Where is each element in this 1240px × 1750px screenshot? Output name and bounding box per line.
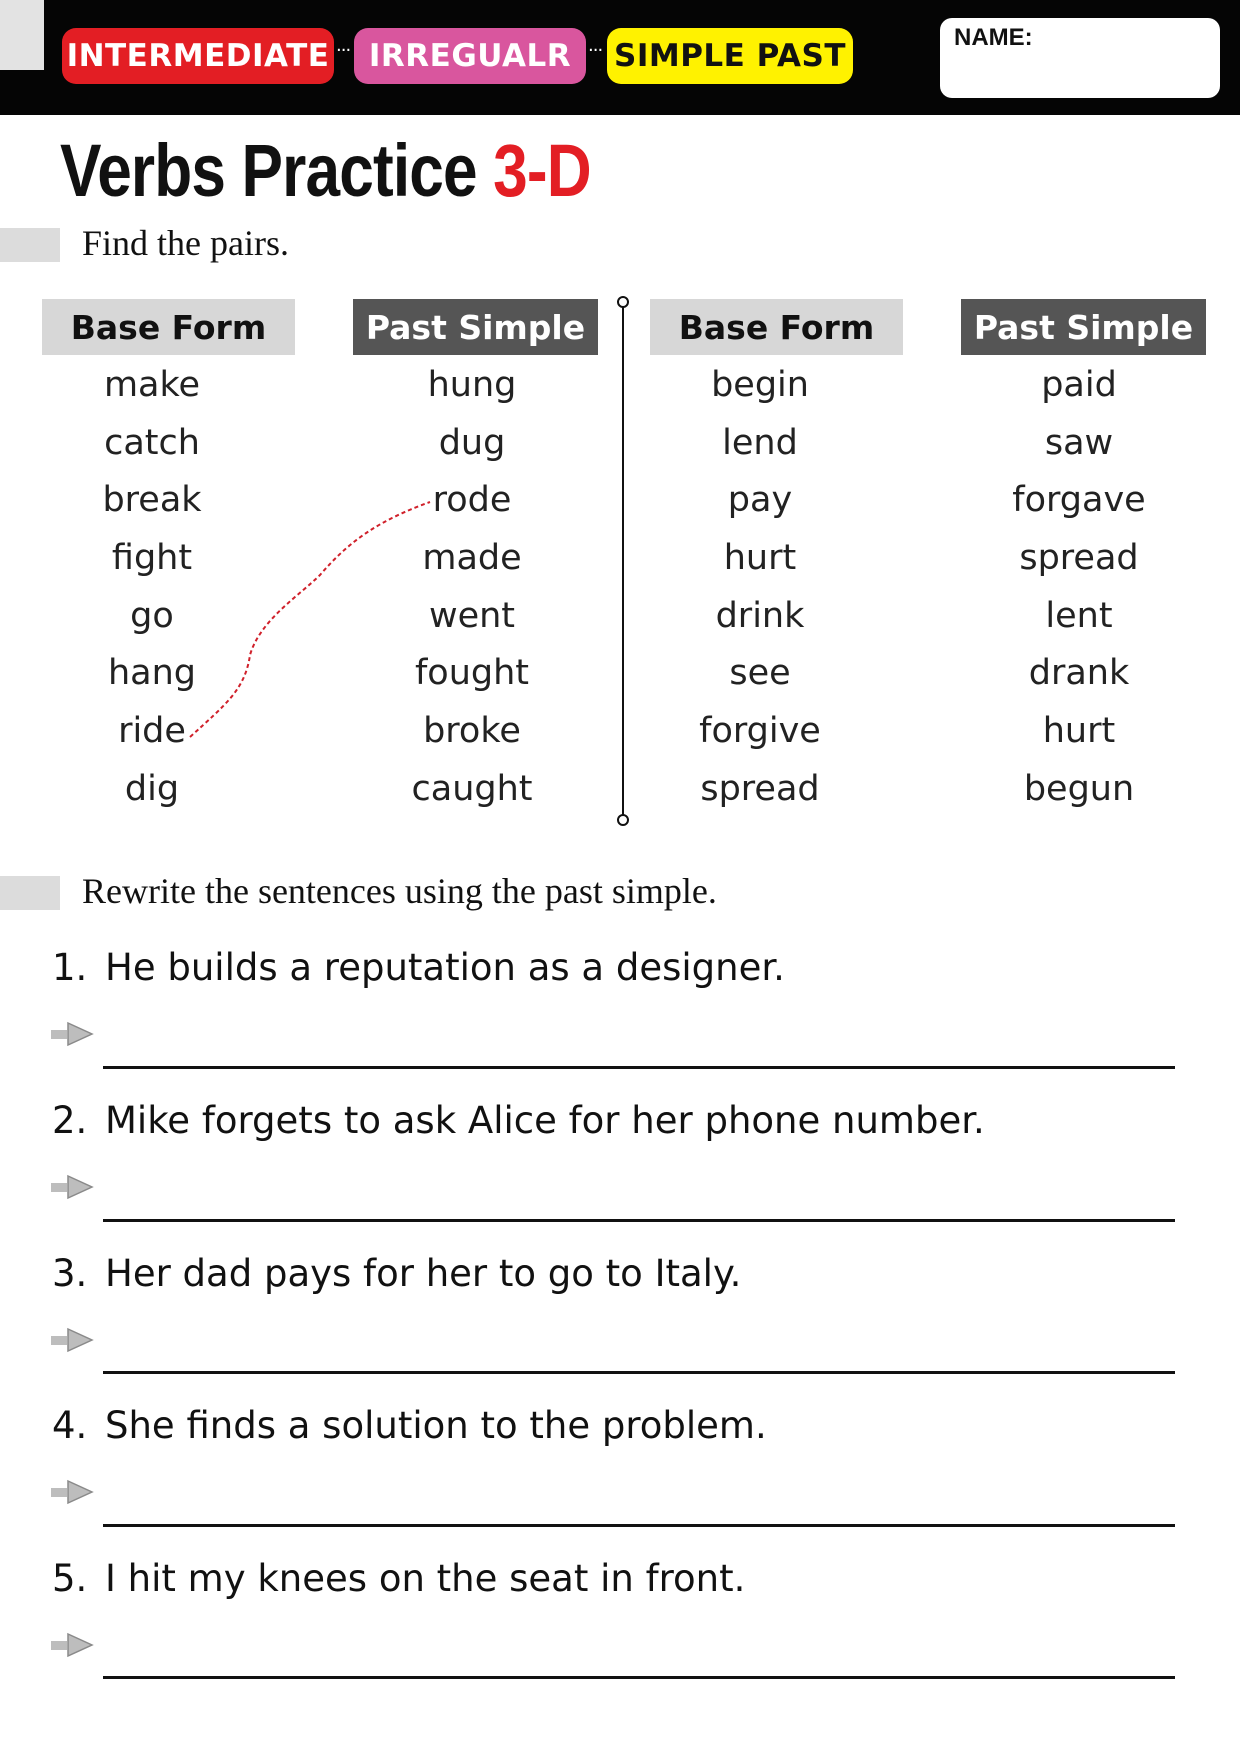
word-item[interactable]: hung: [427, 365, 517, 405]
left-base-header: Base Form: [42, 299, 295, 355]
tense-badge: SIMPLE PAST: [607, 28, 853, 84]
section2-instruction: Rewrite the sentences using the past simple.: [82, 871, 717, 911]
word-item[interactable]: lend: [722, 422, 798, 463]
word-item[interactable]: drink: [715, 595, 805, 636]
word-item[interactable]: hurt: [723, 538, 797, 579]
verb-type-badge: IRREGUALR: [354, 28, 586, 84]
section-marker: [0, 876, 60, 910]
question-text: I hit my knees on the seat in front.: [105, 1557, 746, 1600]
word-item[interactable]: pay: [727, 480, 793, 521]
question-text: He builds a reputation as a designer.: [105, 946, 785, 989]
word-item[interactable]: forgave: [1012, 480, 1146, 521]
badge-connector: ···: [336, 40, 351, 61]
word-item[interactable]: spread: [700, 768, 820, 809]
word-item[interactable]: broke: [423, 711, 521, 752]
word-item[interactable]: hurt: [1042, 711, 1116, 752]
word-item[interactable]: dug: [438, 422, 506, 463]
pencil-arrow-icon: [50, 1632, 94, 1658]
question-number: 5.: [52, 1557, 88, 1600]
name-label: NAME:: [954, 24, 1033, 51]
question-text: Mike forgets to ask Alice for her phone number.: [105, 1099, 985, 1142]
word-item[interactable]: catch: [104, 422, 200, 463]
word-item[interactable]: see: [729, 653, 791, 694]
pencil-arrow-icon: [50, 1479, 94, 1505]
word-item[interactable]: spread: [1019, 538, 1139, 579]
question-text: She finds a solution to the problem.: [105, 1404, 767, 1447]
left-past-header: Past Simple: [353, 299, 598, 355]
word-item[interactable]: caught: [411, 768, 533, 809]
question-number: 1.: [52, 946, 88, 989]
word-item[interactable]: begun: [1023, 768, 1135, 809]
word-item[interactable]: fight: [111, 538, 193, 579]
title-main: Verbs Practice: [60, 129, 477, 212]
badge-connector: ···: [588, 40, 603, 61]
word-item[interactable]: made: [422, 538, 522, 579]
word-item[interactable]: rode: [432, 480, 512, 521]
answer-line[interactable]: [103, 1676, 1175, 1679]
pencil-arrow-icon: [50, 1327, 94, 1353]
level-badge: INTERMEDIATE: [62, 28, 334, 84]
word-item[interactable]: hang: [107, 653, 197, 694]
answer-line[interactable]: [103, 1371, 1175, 1374]
word-item[interactable]: paid: [1041, 365, 1117, 405]
pencil-arrow-icon: [50, 1174, 94, 1200]
word-item[interactable]: forgive: [699, 711, 821, 752]
pencil-arrow-icon: [50, 1021, 94, 1047]
word-item[interactable]: break: [102, 480, 202, 521]
word-item[interactable]: went: [428, 595, 516, 636]
right-past-header: Past Simple: [961, 299, 1206, 355]
word-item[interactable]: saw: [1044, 422, 1114, 463]
question-number: 4.: [52, 1404, 88, 1447]
word-item[interactable]: begin: [711, 365, 809, 405]
right-base-header: Base Form: [650, 299, 903, 355]
word-item[interactable]: drank: [1028, 653, 1130, 694]
word-item[interactable]: dig: [124, 768, 180, 809]
question-number: 3.: [52, 1252, 88, 1295]
word-item[interactable]: lent: [1045, 595, 1113, 636]
word-item[interactable]: fought: [414, 653, 530, 694]
title-code: 3-D: [493, 129, 591, 212]
word-item[interactable]: ride: [118, 711, 186, 752]
answer-line[interactable]: [103, 1219, 1175, 1222]
question-number: 2.: [52, 1099, 88, 1142]
answer-line[interactable]: [103, 1524, 1175, 1527]
answer-line[interactable]: [103, 1066, 1175, 1069]
word-item[interactable]: make: [103, 365, 201, 405]
word-item[interactable]: go: [130, 595, 174, 636]
question-text: Her dad pays for her to go to Italy.: [105, 1252, 742, 1295]
section1-instruction: Find the pairs.: [82, 223, 289, 263]
